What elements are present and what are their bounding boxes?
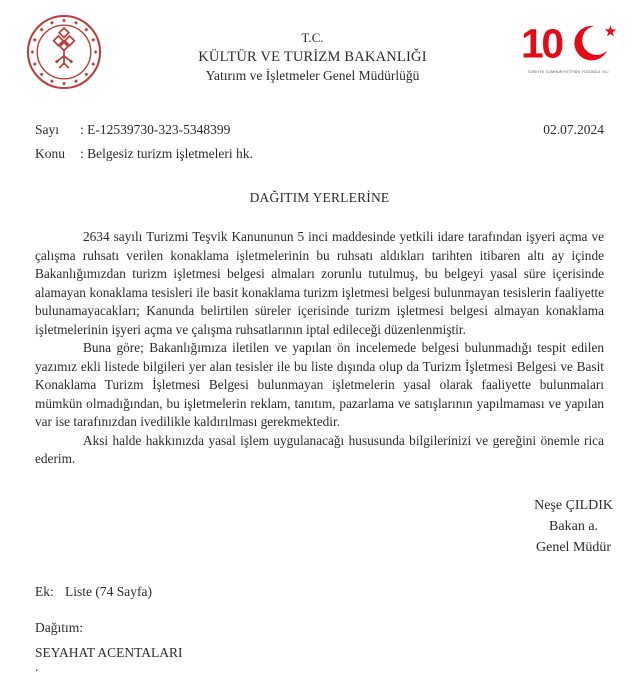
- body-paragraph-2: Buna göre; Bakanlığımıza iletilen ve yapılan ön incelemede belgesi bulunmadığı tespit edilen yazımız ekli listede bilgileri yer alan tesisler ile bu liste dışında olup da Turizm İşletmesi Belgesi ve Basit Konaklama Turizm İşletmesi Belgesi bulunmayan işletmelerin yasal olarak faaliyette bulunmaları mümkün olmadığından, bu işletmelerin reklam, tanıtım, pazarlama ve satışlarının yapılmaması ve yapılan var ise tarafınızdan ivedilikle kaldırılması gerekmektedir.: [35, 340, 604, 429]
- ministry-name: KÜLTÜR VE TURİZM BAKANLIĞI: [198, 49, 427, 66]
- signer-title-2: Genel Müdür: [536, 539, 612, 555]
- letter-footer: [0, 584, 639, 672]
- signature-block: [0, 495, 639, 558]
- centennial-logo: [521, 12, 623, 82]
- directorate-name: Yatırım ve İşletmeler Genel Müdürlüğü: [205, 68, 420, 84]
- centennial-digits: 10: [521, 20, 562, 67]
- distribution-label: Dağıtım:: [35, 619, 83, 635]
- centennial-tagline: TÜRKİYE CUMHURİYETİ'NİN YÜZÜNCÜ YILI: [527, 69, 609, 74]
- attachment-label: Ek:: [35, 583, 54, 599]
- distribution-value: SEYAHAT ACENTALARI: [35, 644, 183, 660]
- signer-title-1: Bakan a.: [549, 518, 599, 534]
- tree-of-life-emblem-icon: [24, 12, 104, 92]
- konu-label: Konu: [35, 146, 65, 161]
- letter-body: [0, 228, 639, 469]
- distribution-title: DAĞITIM YERLERİNE: [249, 190, 390, 205]
- attachment-value: Liste (74 Sayfa): [65, 583, 152, 599]
- body-paragraph-1: 2634 sayılı Turizmi Teşvik Kanununun 5 inci maddesinde yetkili idare tarafından işyeri açma ve çalışma ruhsatı verilen konaklama işletmelerinin bu ruhsatı aldıkları tarihten itibaren altı ay içinde Bakanlığımızdan turizm işletmesi belgesi almaları zorunlu tutulmuş, bu belgeyi yasal süre içerisinde alamayan konaklama tesisleri ile basit konaklama turizm işletmesi belgesi bulunmayan tesislerin faaliyette bulunamayacakları; Kanunda belirtilen süreler içerisinde turizm işletmesi belgesi almayan konaklama işletmelerinin işyeri açma ve çalışma ruhsatlarının iptal edileceği düzenlenmiştir.: [35, 229, 604, 337]
- letter-meta: [0, 122, 639, 162]
- ministry-emblem-logo: [24, 12, 104, 92]
- crescent-star-icon: [574, 25, 616, 60]
- centennial-100-icon: [521, 20, 623, 82]
- letter-date: 02.07.2024: [543, 122, 604, 137]
- signer-name: Neşe ÇILDIK: [534, 497, 613, 513]
- konu-value: : Belgesiz turizm işletmeleri hk.: [80, 146, 253, 161]
- trailing-dot: .: [35, 658, 39, 674]
- letterhead-titles: [104, 12, 521, 85]
- letterhead: [0, 0, 639, 92]
- konu-row: [35, 146, 604, 162]
- body-paragraph-3: Aksi halde hakkınızda yasal işlem uygulanacağı hususunda bilgilerinizi ve gereğini önemle rica ederim.: [35, 432, 604, 466]
- sayi-row: [35, 122, 604, 138]
- sayi-label: Sayı: [35, 122, 60, 137]
- state-abbreviation: T.C.: [301, 30, 324, 45]
- attachment-row: [35, 584, 604, 600]
- sayi-value: : E-12539730-323-5348399: [80, 122, 231, 137]
